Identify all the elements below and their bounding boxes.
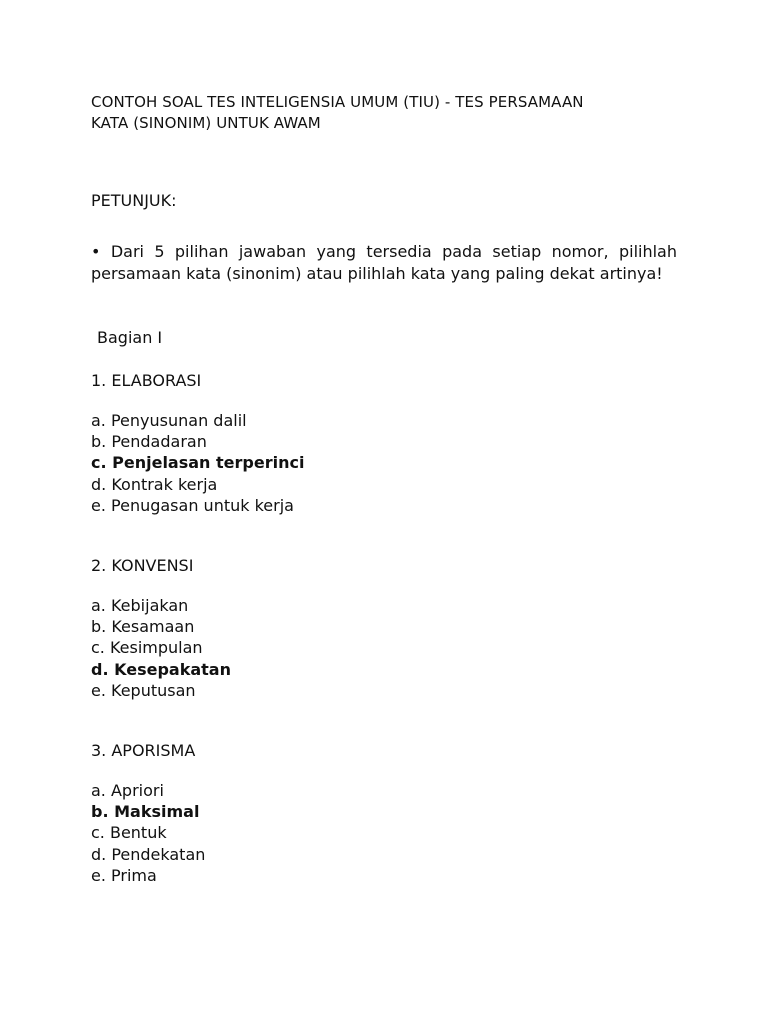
document-title bbox=[91, 92, 677, 134]
answer-option: e. Prima bbox=[91, 865, 157, 885]
answer-option: e. Penugasan untuk kerja bbox=[91, 495, 294, 515]
answer-options bbox=[91, 595, 677, 701]
answer-option: d. Pendekatan bbox=[91, 844, 206, 864]
answer-options bbox=[91, 780, 677, 886]
document-page bbox=[91, 92, 677, 886]
answer-option: a. Apriori bbox=[91, 781, 164, 801]
question-title: 3. APORISMA bbox=[91, 741, 196, 761]
title-line-2: KATA (SINONIM) UNTUK AWAM bbox=[91, 114, 321, 132]
answer-option: c. Kesimpulan bbox=[91, 638, 203, 658]
question-title: 2. KONVENSI bbox=[91, 556, 194, 576]
answer-option: e. Keputusan bbox=[91, 680, 196, 700]
instruction-paragraph: • Dari 5 pilihan jawaban yang tersedia pada setiap nomor, pilihlah persamaan kata (sinonim) atau pilihlah kata yang paling dekat artinya! bbox=[91, 242, 677, 283]
answer-option: d. Kontrak kerja bbox=[91, 474, 218, 494]
title-line-1: CONTOH SOAL TES INTELIGENSIA UMUM (TIU) - TES PERSAMAAN bbox=[91, 93, 584, 111]
answer-option: b. Maksimal bbox=[91, 802, 200, 822]
answer-option: b. Pendadaran bbox=[91, 432, 207, 452]
answer-option: b. Kesamaan bbox=[91, 617, 195, 637]
question-2 bbox=[91, 555, 677, 701]
petunjuk-label: PETUNJUK: bbox=[91, 191, 177, 210]
section-label: Bagian I bbox=[97, 328, 163, 347]
answer-option: a. Kebijakan bbox=[91, 596, 189, 616]
question-3 bbox=[91, 740, 677, 886]
answer-option: a. Penyusunan dalil bbox=[91, 411, 247, 430]
answer-option: d. Kesepakatan bbox=[91, 659, 231, 679]
answer-option: c. Penjelasan terperinci bbox=[91, 453, 305, 473]
answer-option: c. Bentuk bbox=[91, 823, 167, 843]
question-1 bbox=[91, 370, 677, 516]
answer-options bbox=[91, 410, 677, 516]
question-title: 1. ELABORASI bbox=[91, 371, 202, 390]
